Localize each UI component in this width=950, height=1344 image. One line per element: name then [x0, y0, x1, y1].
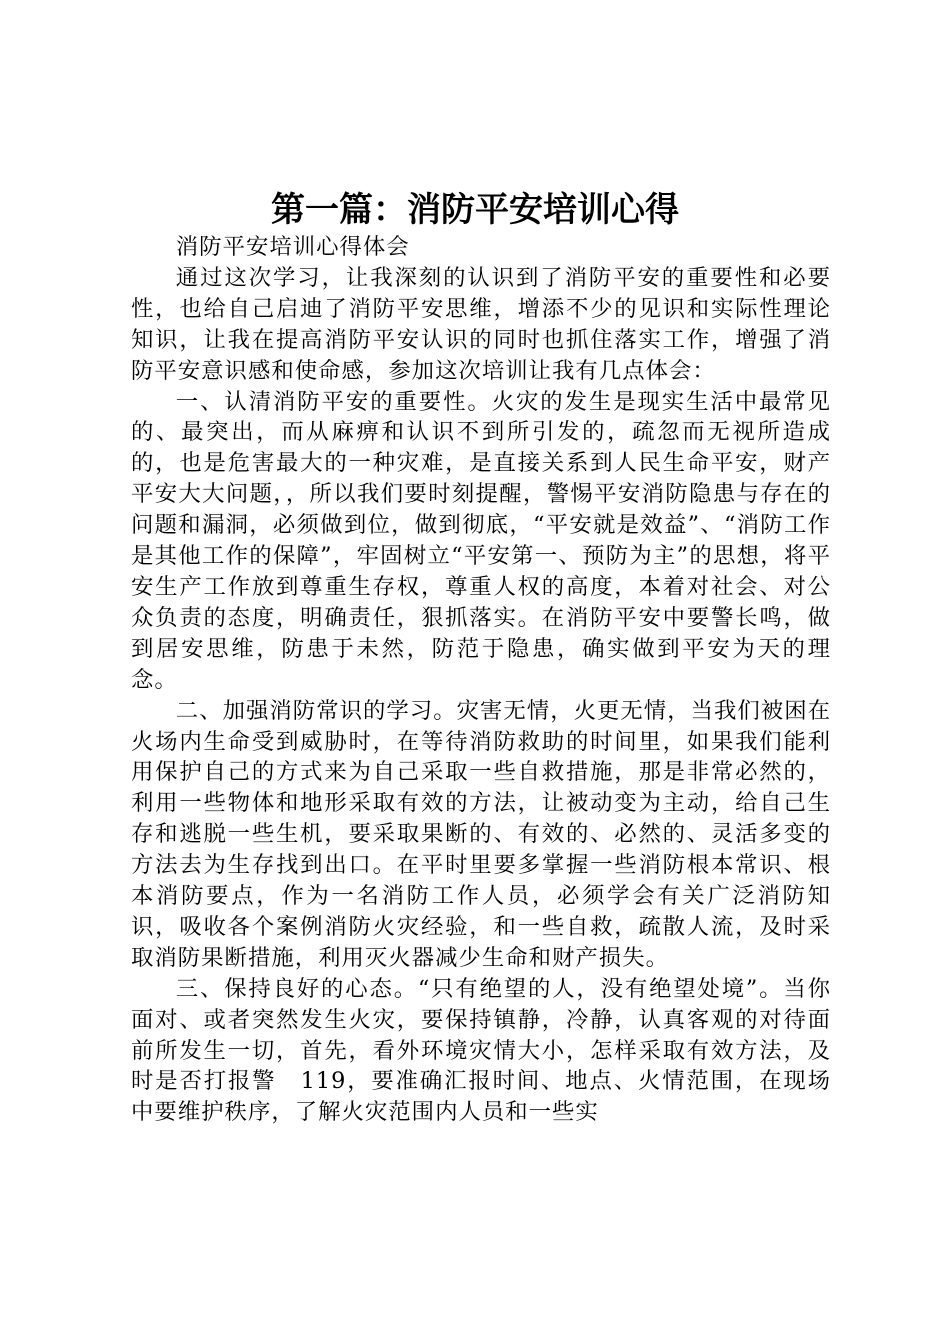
paragraph-point-2: 二、加强消防常识的学习。灾害无情，火更无情，当我们被困在火场内生命受到威胁时，在等待消防救助的时间里，如果我们能利用保护自己的方式来为自己采取一些自救措施，那是非常必然的，利用一些物体和地形采取有效的方法，让被动变为主动，给自己生存和逃脱一些生机，要采取果断的、有效的、必然的、灵活多变的方法去为生存找到出口。在平时里要多掌握一些消防根本常识、根本消防要点，作为一名消防工作人员，必须学会有关广泛消防知识，吸收各个案例消防火灾经验，和一些自救，疏散人流，及时采取消防果断措施，利用灭火器减少生命和财产损失。 [131, 697, 831, 971]
document-title: 第一篇：消防平安培训心得 [271, 190, 679, 230]
document-subtitle: 消防平安培训心得体会 [175, 234, 410, 260]
paragraph-intro: 通过这次学习，让我深刻的认识到了消防平安的重要性和必要性，也给自己启迪了消防平安思维，增添不少的见识和实际性理论知识，让我在提高消防平安认识的同时也抓住落实工作，增强了消防平安意识感和使命感，参加这次培训让我有几点体会： [131, 264, 831, 384]
paragraph-point-1: 一、认清消防平安的重要性。火灾的发生是现实生活中最常见的、最突出，而从麻痹和认识不到所引发的，疏忽而无视所造成的，也是危害最大的一种灾难，是直接关系到人民生命平安，财产平安大大问题，，所以我们要时刻提醒，警惕平安消防隐患与存在的问题和漏洞，必须做到位，做到彻底，“平安就是效益”、“消防工作是其他工作的保障”，牢固树立“平安第一、预防为主”的思想，将平安生产工作放到尊重生存权，尊重人权的高度，本着对社会、对公众负责的态度，明确责任，狠抓落实。在消防平安中要警长鸣，做到居安思维，防患于未然，防范于隐患，确实做到平安为天的理念。 [131, 388, 831, 693]
document-body [131, 232, 831, 1128]
paragraph-point-3: 三、保持良好的心态。“只有绝望的人，没有绝望处境”。当你面对、或者突然发生火灾，要保持镇静，冷静，认真客观的对待面前所发生一切，首先，看外环境灾情大小，怎样采取有效方法，及时是否打报警 119，要准确汇报时间、地点、火情范围，在现场中要维护秩序，了解火灾范围内人员和一些实 [131, 975, 831, 1126]
